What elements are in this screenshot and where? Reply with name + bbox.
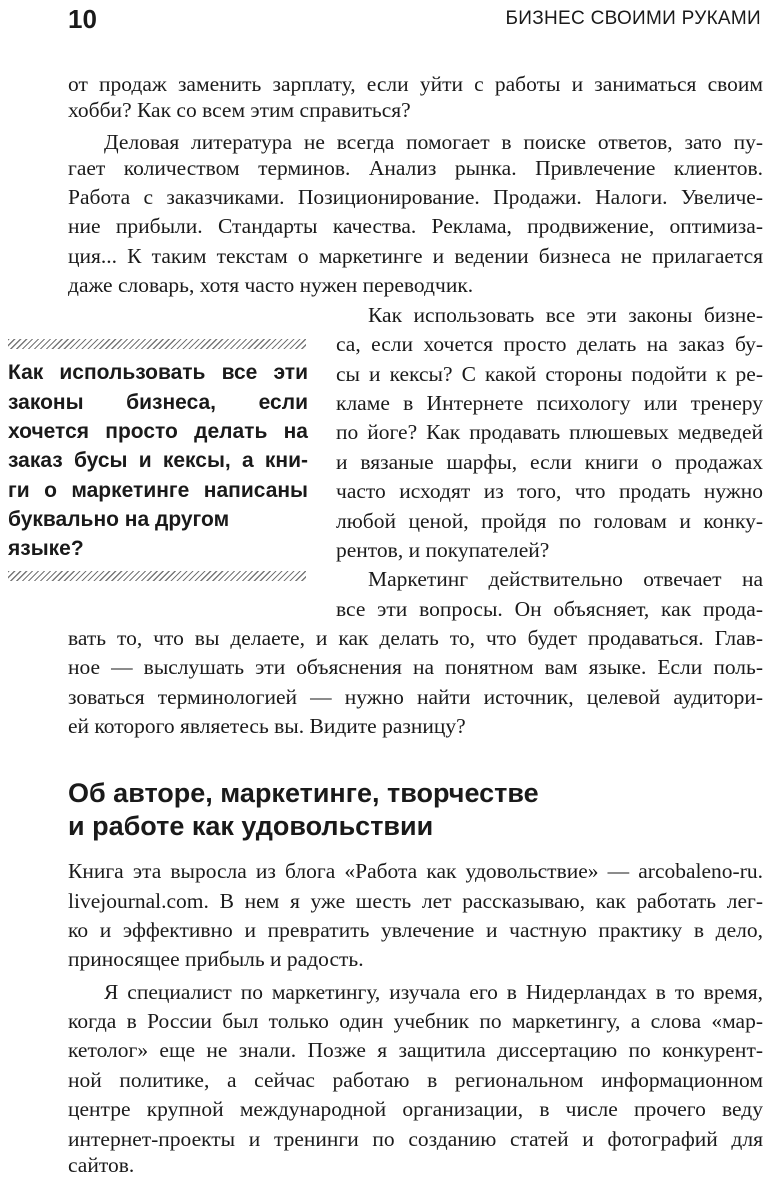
text-line: ей которого являетесь вы. Видите разницу? [68, 714, 466, 738]
text-line: ние прибыли. Стандарты качества. Реклама, продвижение, оптимиза- [68, 214, 763, 238]
pullquote-line: ги о маркетинге написаны [8, 479, 308, 502]
text-line: приносящее прибыль и радость. [68, 947, 364, 971]
running-header: БИЗНЕС СВОИМИ РУКАМИ [505, 8, 761, 29]
text-line: са, если хочется просто делать на заказ бу- [336, 332, 763, 356]
pullquote-line: заказ бусы и кексы, а кни- [8, 449, 308, 472]
section-heading-line: Об авторе, маркетинге, творчестве [68, 778, 539, 808]
pullquote-top-rule [8, 339, 306, 349]
pullquote-line: Как использовать все эти [8, 361, 308, 384]
text-line: часто исходят из того, что продать нужно [336, 479, 763, 503]
pullquote-line: языке? [8, 537, 84, 560]
text-line: все эти вопросы. Он объясняет, как прода- [336, 597, 763, 621]
text-line: центре крупной международной организации, в числе прочего веду [68, 1097, 763, 1121]
text-line: гает количеством терминов. Анализ рынка. Привлечение клиентов. [68, 156, 763, 180]
text-line: ной политике, а сейчас работаю в региональном информационном [68, 1068, 763, 1092]
text-line: интернет-проекты и тренинги по созданию статей и фотографий для [68, 1127, 763, 1151]
page-number: 10 [68, 4, 97, 34]
pullquote-line: хочется просто делать на [8, 420, 308, 443]
text-line: Книга эта выросла из блога «Работа как удовольствие» — arcobaleno-ru. [68, 859, 763, 883]
pullquote-bottom-rule [8, 571, 306, 581]
text-line: Деловая литература не всегда помогает в поиске ответов, зато пу- [104, 130, 763, 154]
text-line: и вязаные шарфы, если книги о продажах [336, 450, 763, 474]
text-line: кламе в Интернете психологу или тренеру [336, 391, 763, 415]
text-line: ное — выслушать эти объяснения на понятном вам языке. Если поль- [68, 655, 763, 679]
text-line: зоваться терминологией — нужно найти источник, целевой аудитори- [68, 685, 763, 709]
pullquote-line: законы бизнеса, если [8, 391, 308, 414]
text-line: даже словарь, хотя часто нужен переводчик. [68, 273, 474, 297]
text-line: ко и эффективно и превратить увлечение и частную практику в дело, [68, 918, 763, 942]
text-line: ция... К таким текстам о маркетинге и ведении бизнеса не прилагается [68, 244, 763, 268]
text-line: от продаж заменить зарплату, если уйти с работы и заниматься своим [68, 72, 763, 96]
text-line: Как использовать все эти законы бизне- [368, 303, 763, 327]
text-line: Я специалист по маркетингу, изучала его в Нидерландах в то время, [104, 980, 763, 1004]
section-heading-line: и работе как удовольствии [68, 811, 434, 841]
text-line: livejournal.com. В нем я уже шесть лет рассказываю, как работать лег- [68, 889, 763, 913]
text-line: рентов, и покупателей? [336, 538, 550, 562]
pullquote-line: буквально на другом [8, 508, 230, 531]
text-line: Работа с заказчиками. Позиционирование. Продажи. Налоги. Увеличе- [68, 185, 763, 209]
text-line: сайтов. [68, 1153, 135, 1177]
text-line: по йоге? Как продавать плюшевых медведей [336, 420, 763, 444]
text-line: кетолог» еще не знали. Позже я защитила диссертацию по конкурент- [68, 1038, 763, 1062]
text-line: любой ценой, пройдя по головам и конку- [336, 509, 763, 533]
text-line: хобби? Как со всем этим справиться? [68, 98, 411, 122]
text-line: Маркетинг действительно отвечает на [368, 567, 763, 591]
text-line: сы и кексы? С какой стороны подойти к ре- [336, 362, 763, 386]
text-line: вать то, что вы делаете, и как делать то, что будет продаваться. Глав- [68, 626, 763, 650]
text-line: когда в России был только один учебник по маркетингу, а слова «мар- [68, 1009, 763, 1033]
